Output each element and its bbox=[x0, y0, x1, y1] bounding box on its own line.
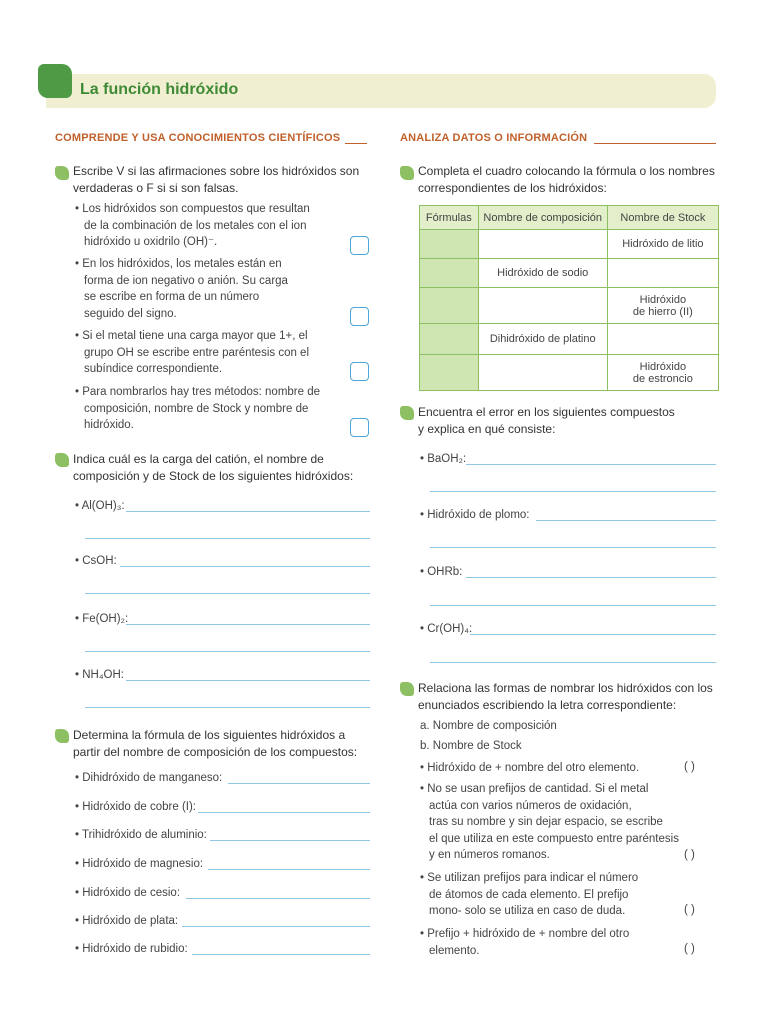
q1-answer-box-4[interactable] bbox=[350, 418, 369, 437]
q2-item-4-answer-line[interactable] bbox=[126, 679, 370, 681]
question-bullet-icon bbox=[400, 166, 414, 180]
q5-item-2-answer-line-2[interactable] bbox=[430, 546, 716, 548]
table-cell-formula[interactable] bbox=[420, 355, 479, 391]
q6-item-4-line-2: elemento. bbox=[429, 944, 480, 957]
table-cell-formula[interactable] bbox=[420, 324, 479, 355]
q1-item-1 bbox=[75, 201, 310, 251]
table-header-composition: Nombre de composición bbox=[478, 206, 607, 230]
q2-item-3-answer-line[interactable] bbox=[126, 623, 370, 625]
q6-text-1: Relaciona las formas de nombrar los hidróxidos con los bbox=[418, 681, 713, 695]
header-tab-icon bbox=[38, 64, 72, 98]
q6-item-4-line-1: • Prefijo + hidróxido de + nombre del otro bbox=[420, 928, 630, 940]
table-cell-stock[interactable] bbox=[607, 355, 718, 391]
q2-item-1-label: • Al(OH)₃: bbox=[75, 500, 125, 512]
q2-item-4-answer-line-2[interactable] bbox=[85, 706, 370, 708]
q5-item-3-label: • OHRb: bbox=[420, 566, 463, 578]
table-cell-stock[interactable] bbox=[607, 324, 718, 355]
table-cell-composition[interactable]: Hidróxido de sodio bbox=[478, 259, 607, 288]
q5-item-1-label: • BaOH₂: bbox=[420, 453, 467, 465]
q6-item-2-line-5: y en números romanos. bbox=[429, 849, 550, 861]
table-header-formulas: Fórmulas bbox=[420, 206, 479, 230]
q5-item-3-answer-line[interactable] bbox=[466, 576, 716, 578]
q2-item-2-label: • CsOH: bbox=[75, 555, 117, 567]
q1-item-1-line-3: hidróxido u oxidrilo (OH)⁻. bbox=[84, 236, 218, 248]
q2-item-4-label: • NH₄OH: bbox=[75, 669, 124, 681]
q2-item-3-label: • Fe(OH)₂: bbox=[75, 613, 129, 625]
q3-item-7-answer-line[interactable] bbox=[192, 953, 370, 955]
q1-text-2: verdaderas o F si si son falsas. bbox=[73, 181, 239, 195]
right-section-rule bbox=[594, 142, 716, 144]
table-cell-formula[interactable] bbox=[420, 230, 479, 259]
q6-item-3-line-3: mono- solo se utiliza en caso de duda. bbox=[429, 905, 626, 917]
q5-item-4-label: • Cr(OH)₄: bbox=[420, 623, 473, 635]
table-cell-formula[interactable] bbox=[420, 288, 479, 324]
q6-item-1-line-1: • Hidróxido de + nombre del otro elemento. bbox=[420, 762, 640, 774]
q3-item-5-answer-line[interactable] bbox=[186, 897, 370, 899]
q1-item-4-line-1: • Para nombrarlos hay tres métodos: nombre de bbox=[75, 386, 321, 398]
q6-item-3-line-2: de átomos de cada elemento. El prefijo bbox=[429, 888, 629, 901]
q3-item-1-answer-line[interactable] bbox=[228, 782, 370, 784]
q3-item-2-answer-line[interactable] bbox=[198, 811, 370, 813]
q1-item-2-line-2: forma de ion negativo o anión. Su carga bbox=[84, 274, 288, 287]
q1-item-2-line-3: se escribe en forma de un número bbox=[84, 291, 260, 303]
table-cell-composition[interactable] bbox=[478, 288, 607, 324]
q6-item-3 bbox=[420, 870, 638, 920]
q1-item-3 bbox=[75, 328, 309, 378]
question-bullet-icon bbox=[55, 166, 69, 180]
q6-answer-paren-1[interactable]: ( ) bbox=[684, 761, 695, 773]
left-section-title: COMPRENDE Y USA CONOCIMIENTOS CIENTÍFICOS bbox=[55, 132, 341, 144]
q2-item-3-answer-line-2[interactable] bbox=[85, 650, 370, 652]
page-title: La función hidróxido bbox=[80, 81, 239, 98]
q5-item-4-answer-line-2[interactable] bbox=[430, 661, 716, 663]
q6-answer-paren-2[interactable]: ( ) bbox=[684, 849, 695, 861]
question-bullet-icon bbox=[400, 406, 414, 420]
q6-item-2-line-4: el que utiliza en este compuesto entre paréntesis bbox=[429, 832, 679, 845]
q4-text-2: correspondientes de los hidróxidos: bbox=[418, 181, 607, 195]
table-header-stock: Nombre de Stock bbox=[607, 206, 718, 230]
q2-item-1-answer-line-2[interactable] bbox=[85, 537, 370, 539]
q6-item-2-line-2: actúa con varios números de oxidación, bbox=[429, 799, 632, 812]
q6-item-1 bbox=[420, 760, 639, 777]
q3-item-6-answer-line[interactable] bbox=[182, 925, 370, 927]
table-cell-stock[interactable] bbox=[607, 288, 718, 324]
q1-answer-box-2[interactable] bbox=[350, 307, 369, 326]
q6-item-3-line-1: • Se utilizan prefijos para indicar el número bbox=[420, 872, 639, 884]
q5-item-2-label: • Hidróxido de plomo: bbox=[420, 509, 530, 521]
table-row bbox=[420, 355, 719, 391]
q3-item-3-label: • Trihidróxido de aluminio: bbox=[75, 829, 207, 841]
q1-item-3-line-1: • Si el metal tiene una carga mayor que 1+, el bbox=[75, 330, 308, 342]
table-cell-formula[interactable] bbox=[420, 259, 479, 288]
q3-text-2: partir del nombre de composición de los compuestos: bbox=[73, 745, 358, 759]
q2-item-2-answer-line[interactable] bbox=[120, 565, 370, 567]
q5-item-1-answer-line-2[interactable] bbox=[430, 490, 716, 492]
q6-item-2 bbox=[420, 781, 679, 864]
table-cell-stock-line-2: de hierro (II) bbox=[632, 305, 693, 318]
q3-text-1: Determina la fórmula de los siguientes hidróxidos a bbox=[73, 728, 346, 742]
table-cell-stock[interactable] bbox=[607, 259, 718, 288]
q2-item-1-answer-line[interactable] bbox=[126, 510, 370, 512]
table-cell-stock[interactable] bbox=[607, 230, 718, 259]
q1-item-4-line-3: hidróxido. bbox=[84, 419, 134, 431]
table-cell-stock-line-1: Hidróxido de litio bbox=[622, 238, 704, 250]
table-row bbox=[420, 324, 719, 355]
q3-item-6-label: • Hidróxido de plata: bbox=[75, 915, 179, 927]
q1-text-1: Escribe V si las afirmaciones sobre los hidróxidos son bbox=[73, 164, 360, 178]
q3-item-2-label: • Hidróxido de cobre (I): bbox=[75, 801, 196, 813]
q3-item-4-label: • Hidróxido de magnesio: bbox=[75, 858, 204, 870]
table-cell-composition[interactable]: Dihidróxido de platino bbox=[478, 324, 607, 355]
question-bullet-icon bbox=[400, 682, 414, 696]
table-cell-composition[interactable] bbox=[478, 230, 607, 259]
q2-text-2: composición y de Stock de los siguientes hidróxidos: bbox=[73, 469, 354, 483]
q2-item-2-answer-line-2[interactable] bbox=[85, 592, 370, 594]
table-row bbox=[420, 259, 719, 288]
q1-item-2-line-4: seguido del signo. bbox=[84, 307, 177, 320]
q1-item-1-line-1: • Los hidróxidos son compuestos que resultan bbox=[75, 203, 310, 215]
q5-text-2: y explica en qué consiste: bbox=[418, 422, 556, 436]
q1-item-3-line-3: subíndice correspondiente. bbox=[84, 363, 223, 375]
q1-item-2-line-1: • En los hidróxidos, los metales están en bbox=[75, 258, 282, 270]
table-row bbox=[420, 230, 719, 259]
table-cell-stock-line-1: Hidróxido bbox=[639, 360, 687, 373]
q2-text-1: Indica cuál es la carga del catión, el nombre de bbox=[73, 452, 324, 466]
hydroxide-table bbox=[419, 205, 719, 391]
right-section-title: ANALIZA DATOS O INFORMACIÓN bbox=[400, 132, 588, 144]
left-section-rule bbox=[345, 142, 367, 144]
q1-item-1-line-2: de la combinación de los metales con el ion bbox=[84, 219, 307, 232]
q3-item-4-answer-line[interactable] bbox=[208, 868, 370, 870]
question-bullet-icon bbox=[55, 729, 69, 743]
table-cell-stock-line-1: Hidróxido bbox=[639, 293, 687, 306]
q6-option-b: b. Nombre de Stock bbox=[420, 740, 522, 752]
q6-item-4 bbox=[420, 926, 629, 959]
q6-text-2: enunciados escribiendo la letra correspondiente: bbox=[418, 698, 677, 712]
q3-item-1-label: • Dihidróxido de manganeso: bbox=[75, 772, 223, 784]
q6-answer-paren-3[interactable]: ( ) bbox=[684, 904, 695, 916]
q5-item-1-answer-line[interactable] bbox=[466, 463, 716, 465]
q1-answer-box-3[interactable] bbox=[350, 362, 369, 381]
q1-item-2 bbox=[75, 256, 288, 322]
q1-item-4-line-2: composición, nombre de Stock y nombre de bbox=[84, 402, 309, 415]
table-cell-composition[interactable] bbox=[478, 355, 607, 391]
q3-item-5-label: • Hidróxido de cesio: bbox=[75, 887, 181, 899]
q1-answer-box-1[interactable] bbox=[350, 236, 369, 255]
q5-item-2-answer-line[interactable] bbox=[536, 519, 716, 521]
table-row bbox=[420, 288, 719, 324]
q1-item-3-line-2: grupo OH se escribe entre paréntesis con el bbox=[84, 346, 310, 359]
q6-option-a: a. Nombre de composición bbox=[420, 720, 557, 732]
q1-item-4 bbox=[75, 384, 320, 434]
q6-answer-paren-4[interactable]: ( ) bbox=[684, 943, 695, 955]
q5-text-1: Encuentra el error en los siguientes compuestos bbox=[418, 405, 675, 419]
question-bullet-icon bbox=[55, 453, 69, 467]
q6-item-2-line-1: • No se usan prefijos de cantidad. Si el metal bbox=[420, 783, 649, 795]
q6-item-2-line-3: tras su nombre y sin dejar espacio, se escribe bbox=[429, 816, 663, 828]
table-cell-stock-line-2: de estroncio bbox=[632, 372, 693, 385]
q4-text-1: Completa el cuadro colocando la fórmula o los nombres bbox=[418, 164, 715, 178]
q5-item-3-answer-line-2[interactable] bbox=[430, 604, 716, 606]
q3-item-3-answer-line[interactable] bbox=[210, 839, 370, 841]
q5-item-4-answer-line[interactable] bbox=[470, 633, 716, 635]
q3-item-7-label: • Hidróxido de rubidio: bbox=[75, 943, 188, 955]
